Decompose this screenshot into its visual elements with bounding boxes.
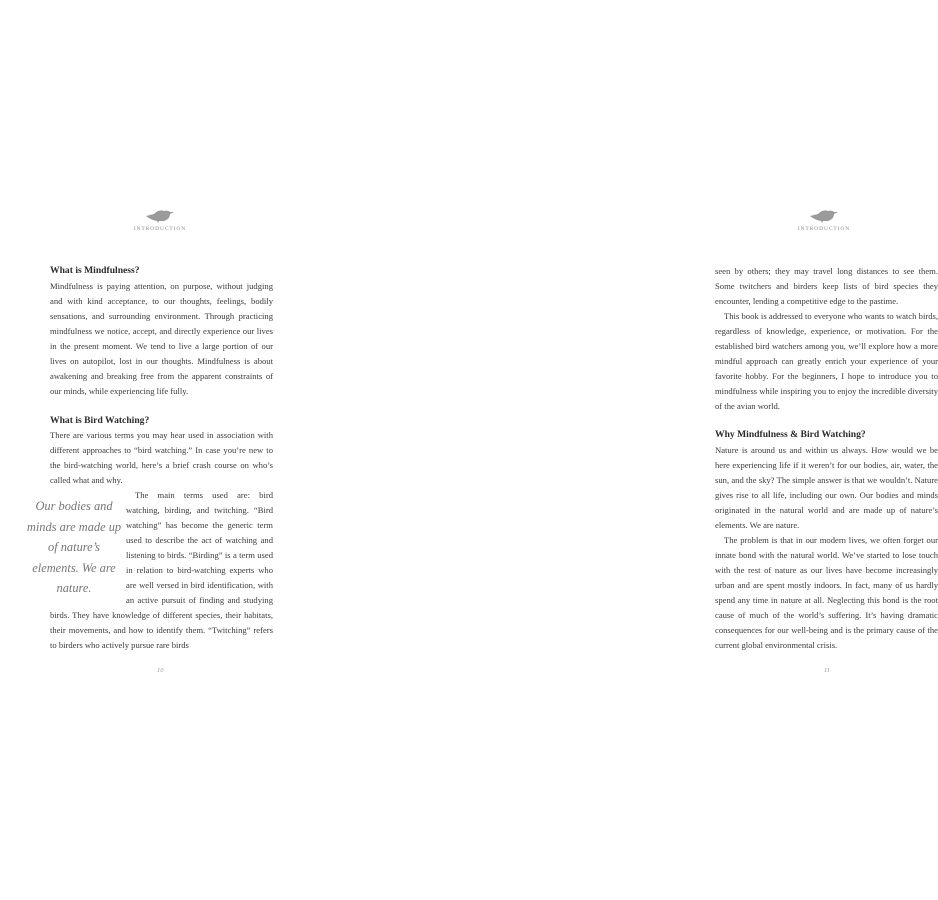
right-text-column <box>715 264 938 653</box>
bird-icon <box>809 207 839 224</box>
running-head: INTRODUCTION <box>133 226 187 232</box>
pull-quote: Our bodies and minds are made up of nature’s elements. We are nature. <box>26 499 122 596</box>
running-head: INTRODUCTION <box>797 226 851 232</box>
left-page <box>0 0 330 900</box>
bird-icon <box>145 207 175 224</box>
paragraph: The problem is that in our modern lives, we often forget our innate bond with the natural world. We’ve started to lose touch with the rest of nature as our lives have become increasingly urban and are spent mostly indoors. In fact, many of us hardly spend any time in nature at all. Neglecting this bond is the root cause of much of the world’s suffering. It’s having dramatic consequences for our well-being and is the primary cause of the current global environmental crisis. <box>715 535 938 650</box>
page-number: 10 <box>157 667 164 674</box>
left-text-column <box>26 264 273 653</box>
section-heading: Why Mindfulness & Bird Watching? <box>715 429 866 441</box>
paragraph: Nature is around us and within us always. How would we be here experiencing life if it weren’t for our bodies, air, water, the sun, and the sky? The simple answer is that we wouldn’t. Nature gives rise to all life, including our own. Our bodies and minds originated in the natural world and are made up of nature’s elements. We are nature. <box>715 445 938 531</box>
page-number: 11 <box>824 667 831 674</box>
paragraph: Mindfulness is paying attention, on purpose, without judging and with kind acceptance, to our thoughts, feelings, bodily sensations, and surrounding environment. Through practicing mindfulness we notice, accept, and directly experience our lives in the present moment. We tend to live a large portion of our lives on autopilot, lost in our thoughts. Mindfulness is about awakening and breaking free from the apparent constraints of our minds, while experiencing life fully. <box>50 280 273 396</box>
right-page <box>330 0 938 900</box>
paragraph: seen by others; they may travel long distances to see them. Some twitchers and birders keep lists of bird species they encounter, lending a competitive edge to the pastime. <box>715 266 938 306</box>
paragraph: There are various terms you may hear used in association with different approaches to “bird watching.” In case you’re new to the bird-watching world, here’s a brief crash course on who’s called what and why. <box>50 430 273 486</box>
paragraph: The main terms used are: bird watching, birding, and twitching. “Bird watching” has become the generic term used to describe the act of watching and listening to birds. “Birding” is a term used in relation to bird-watching experts who are well versed in bird identification, with an active pursuit of finding and studying birds. They have knowledge of different species, their habitats, their movements, and how to identify them. “Twitching” refers to birders who actively pursue rare birds <box>50 490 273 650</box>
section-heading: What is Mindfulness? <box>50 265 140 276</box>
section-heading: What is Bird Watching? <box>50 414 150 426</box>
paragraph: This book is addressed to everyone who wants to watch birds, regardless of knowledge, experience, or motivation. For the established bird watchers among you, we’ll explore how a more mindful approach can greatly enrich your experience of your favorite hobby. For the beginners, I hope to introduce you to mindfulness while inspiring you to enjoy the incredible diversity of the avian world. <box>715 310 938 411</box>
